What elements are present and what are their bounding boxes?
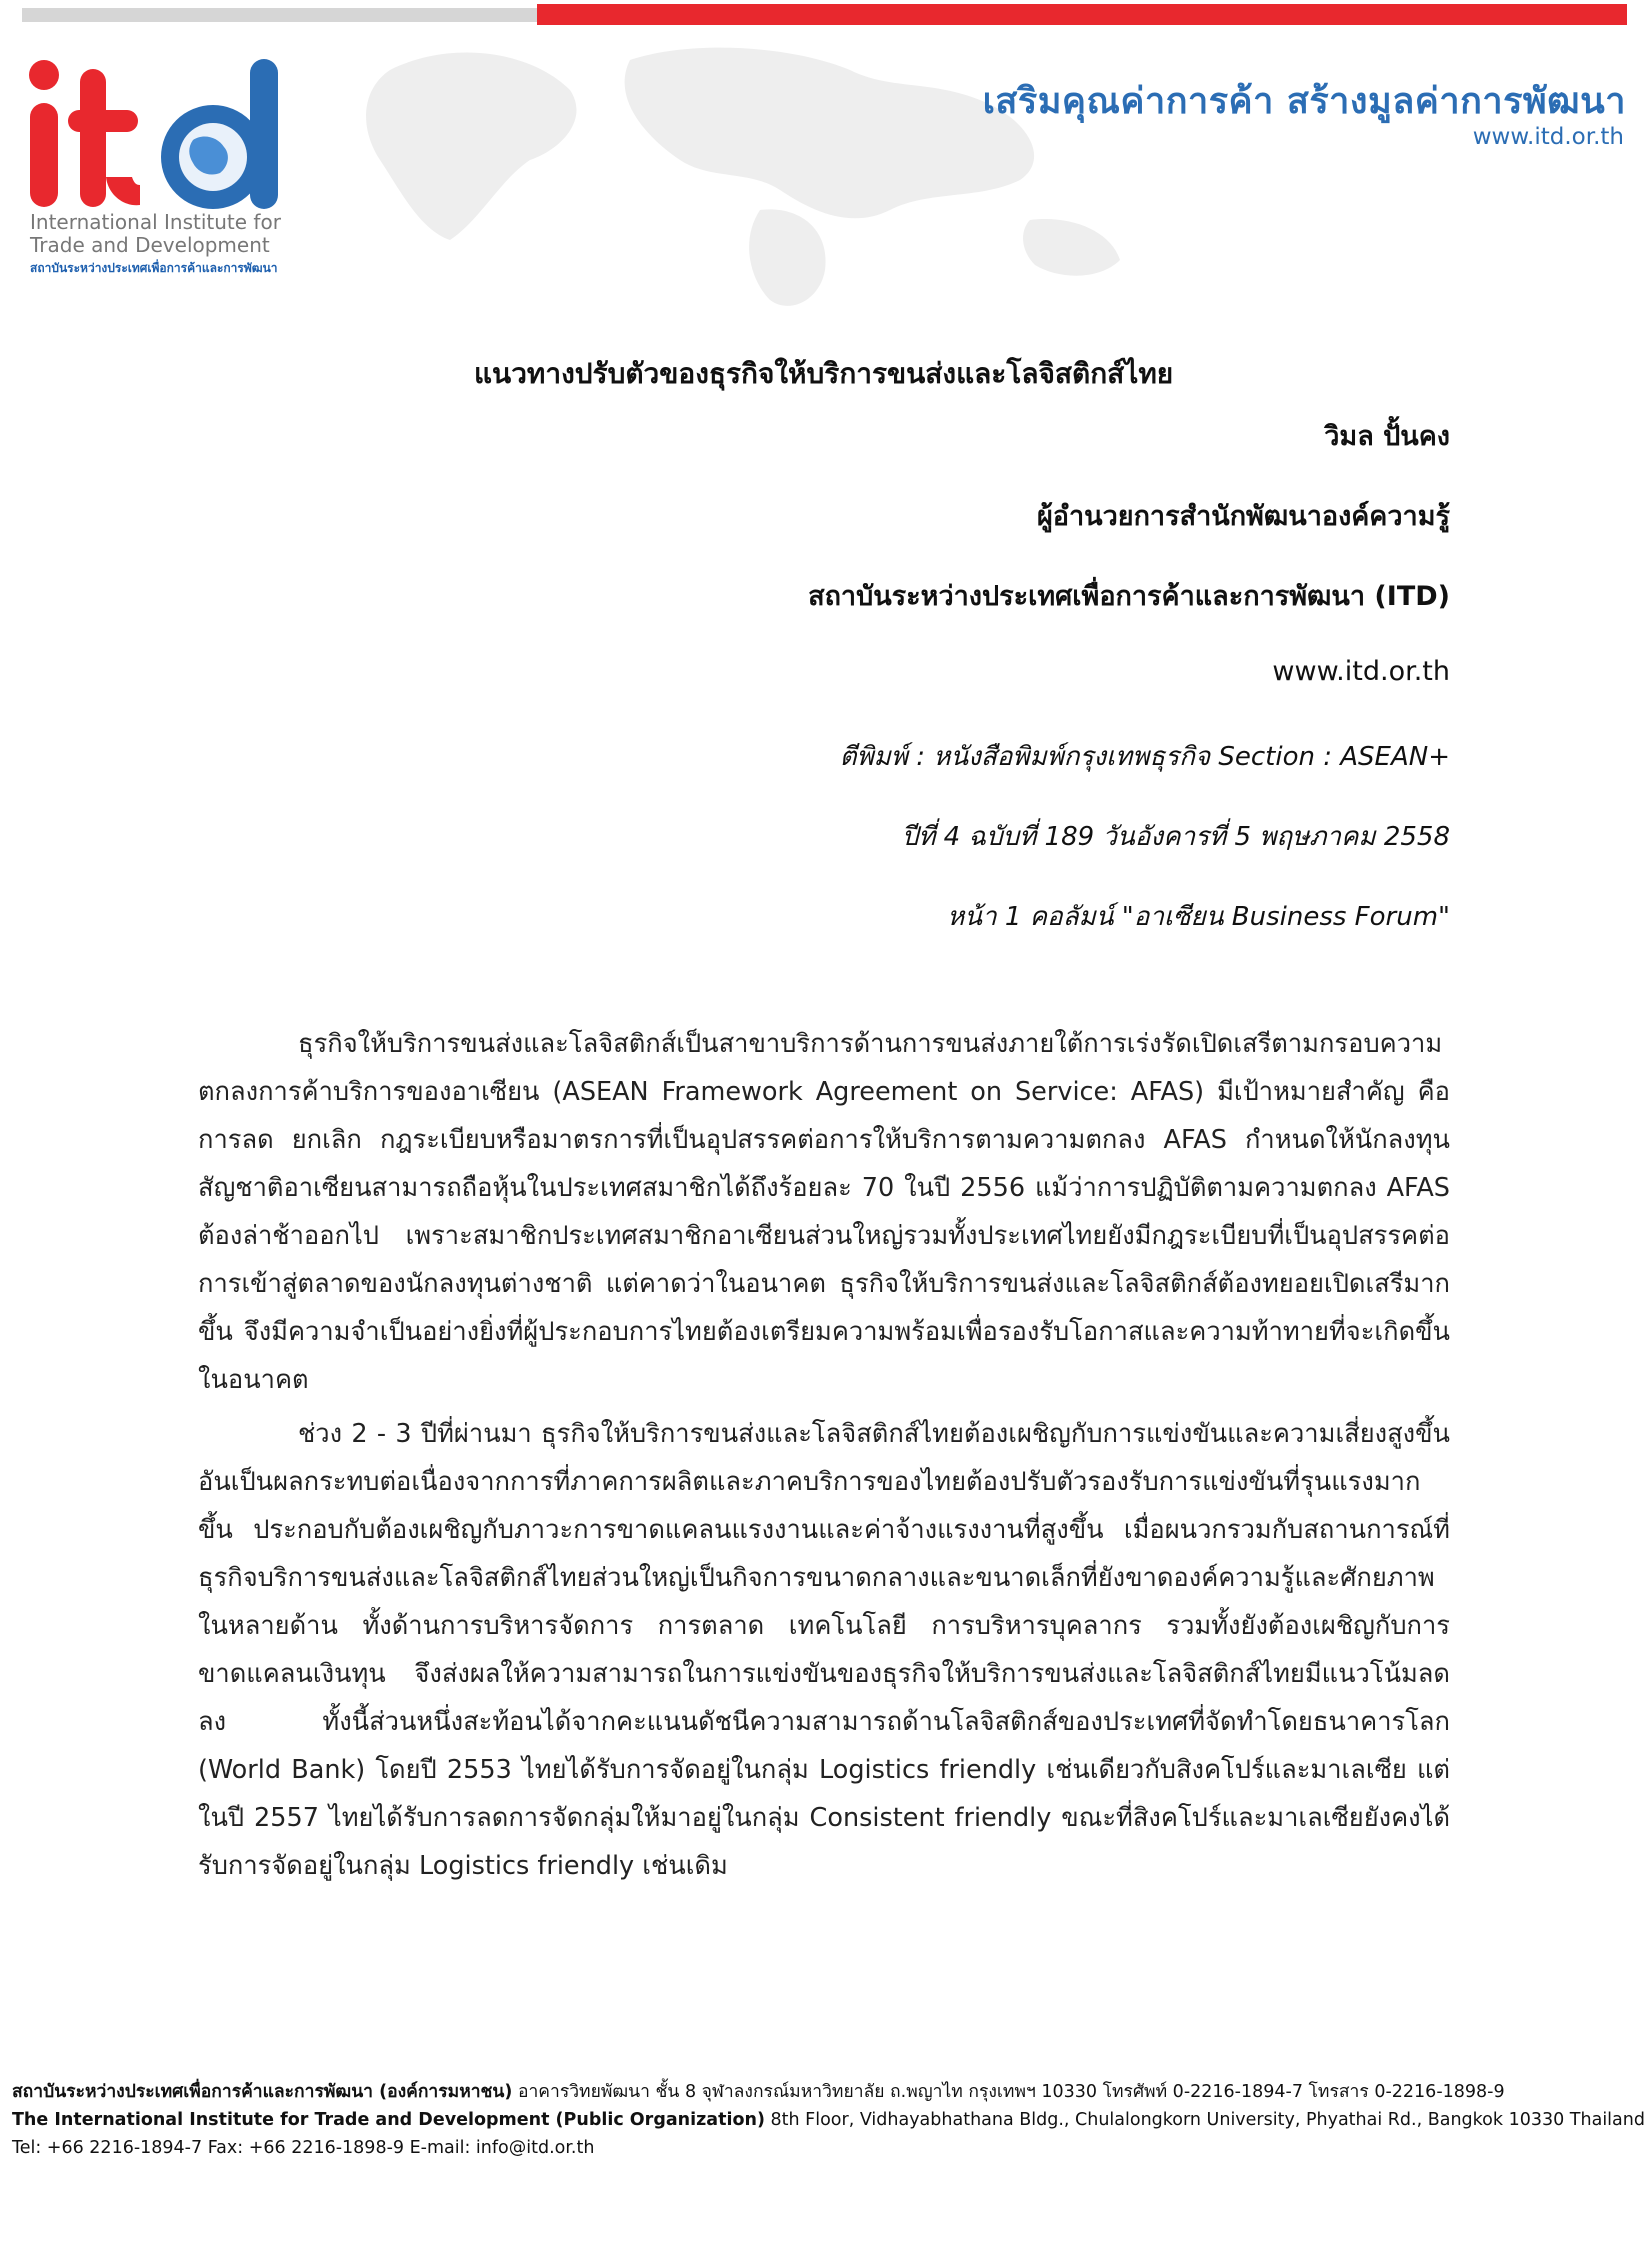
header-website[interactable]: www.itd.or.th: [1472, 124, 1624, 150]
paragraph: ธุรกิจให้บริการขนส่งและโลจิสติกส์เป็นสาขาบริการด้านการขนส่งภายใต้การเร่งรัดเปิดเสรีตามกรอบความตกลงการค้าบริการของอาเซียน (ASEAN Framework Agreement on Service: AFAS) มีเป้าหมายสำคัญ คือ การลด ยกเลิก กฎระเบียบหรือมาตรการที่เป็นอุปสรรคต่อการให้บริการตามความตกลง AFAS กำหนดให้นักลงทุนสัญชาติอาเซียนสามารถถือหุ้นในประเทศสมาชิกได้ถึงร้อยละ 70 ในปี 2556 แม้ว่าการปฏิบัติตามความตกลง AFAS ต้องล่าช้าออกไป เพราะสมาชิกประเทศสมาชิกอาเซียนส่วนใหญ่รวมทั้งประเทศไทยยังมีกฎระเบียบที่เป็นอุปสรรคต่อการเข้าสู่ตลาดของนักลงทุนต่างชาติ แต่คาดว่าในอนาคต ธุรกิจให้บริการขนส่งและโลจิสติกส์ต้องทยอยเปิดเสรีมากขึ้น จึงมีความจำเป็นอย่างยิ่งที่ผู้ประกอบการไทยต้องเตรียมความพร้อมเพื่อรองรับโอกาสและความท้าทายที่จะเกิดขึ้นในอนาคต: [198, 1029, 1450, 1395]
footer-contact: Tel: +66 2216-1894-7 Fax: +66 2216-1898-9 E-mail: info@itd.or.th: [12, 2138, 595, 2158]
logo-name-th: สถาบันระหว่างประเทศเพื่อการค้าและการพัฒนา: [30, 261, 278, 275]
article-title: แนวทางปรับตัวของธุรกิจให้บริการขนส่งและโลจิสติกส์ไทย: [474, 357, 1174, 390]
logo-name-en: International Institute for Trade and Development: [30, 210, 281, 257]
footer-line-th: สถาบันระหว่างประเทศเพื่อการค้าและการพัฒนา (องค์การมหาชน) อาคารวิทยพัฒนา ชั้น 8 จุฬาลงกรณ์มหาวิทยาลัย ถ.พญาไท กรุงเทพฯ 10330 โทรศัพท์ 0-2216-1894-7 โทรสาร 0-2216-1898-9: [12, 2082, 1505, 2102]
itd-logo: [28, 55, 298, 285]
footer-line-en: The International Institute for Trade and Development (Public Organization) 8th Floor, Vidhayabhathana Bldg., Chulalongkorn University, Phyathai Rd., Bangkok 10330 Thailand: [12, 2110, 1645, 2130]
header-bar-red: [537, 4, 1627, 25]
publication-page: หน้า 1 คอลัมน์ "อาเซียน Business Forum": [947, 902, 1450, 932]
author-organization: สถาบันระหว่างประเทศเพื่อการค้าและการพัฒนา (ITD): [808, 581, 1450, 612]
article-body: [198, 1020, 1450, 1896]
header-bar-grey: [22, 8, 537, 22]
itd-logo-mark: [28, 55, 288, 215]
page-footer: [12, 2078, 1645, 2162]
author-position: ผู้อำนวยการสำนักพัฒนาองค์ความรู้: [1036, 501, 1450, 532]
byline-website[interactable]: www.itd.or.th: [1272, 656, 1450, 687]
paragraph: ช่วง 2 - 3 ปีที่ผ่านมา ธุรกิจให้บริการขนส่งและโลจิสติกส์ไทยต้องเผชิญกับการแข่งขันและความเสี่ยงสูงขึ้น อันเป็นผลกระทบต่อเนื่องจากการที่ภาคการผลิตและภาคบริการของไทยต้องปรับตัวรองรับการแข่งขันที่รุนแรงมากขึ้น ประกอบกับต้องเผชิญกับภาวะการขาดแคลนแรงงานและค่าจ้างแรงงานที่สูงขึ้น เมื่อผนวกรวมกับสถานการณ์ที่ธุรกิจบริการขนส่งและโลจิสติกส์ไทยส่วนใหญ่เป็นกิจการขนาดกลางและขนาดเล็กที่ยังขาดองค์ความรู้และศักยภาพในหลายด้าน ทั้งด้านการบริหารจัดการ การตลาด เทคโนโลยี การบริหารบุคลากร รวมทั้งยังต้องเผชิญกับการขาดแคลนเงินทุน จึงส่งผลให้ความสามารถในการแข่งขันของธุรกิจให้บริการขนส่งและโลจิสติกส์ไทยมีแนวโน้มลดลง ทั้งนี้ส่วนหนึ่งสะท้อนได้จากคะแนนดัชนีความสามารถด้านโลจิสติกส์ของประเทศที่จัดทำโดยธนาคารโลก (World Bank) โดยปี 2553 ไทยได้รับการจัดอยู่ในกลุ่ม Logistics friendly เช่นเดียวกับสิงคโปร์และมาเลเซีย แต่ในปี 2557 ไทยได้รับการลดการจัดกลุ่มให้มาอยู่ในกลุ่ม Consistent friendly ขณะที่สิงคโปร์และมาเลเซียยังคงได้รับการจัดอยู่ในกลุ่ม Logistics friendly เช่นเดิม: [198, 1419, 1450, 1881]
publication-issue: ปีที่ 4 ฉบับที่ 189 วันอังคารที่ 5 พฤษภาคม 2558: [901, 822, 1450, 852]
publication-source: ตีพิมพ์ : หนังสือพิมพ์กรุงเทพธุรกิจ Section : ASEAN+: [839, 742, 1450, 772]
header-slogan: เสริมคุณค่าการค้า สร้างมูลค่าการพัฒนา: [982, 81, 1626, 122]
author-name: วิมล ปั้นคง: [1324, 421, 1450, 452]
